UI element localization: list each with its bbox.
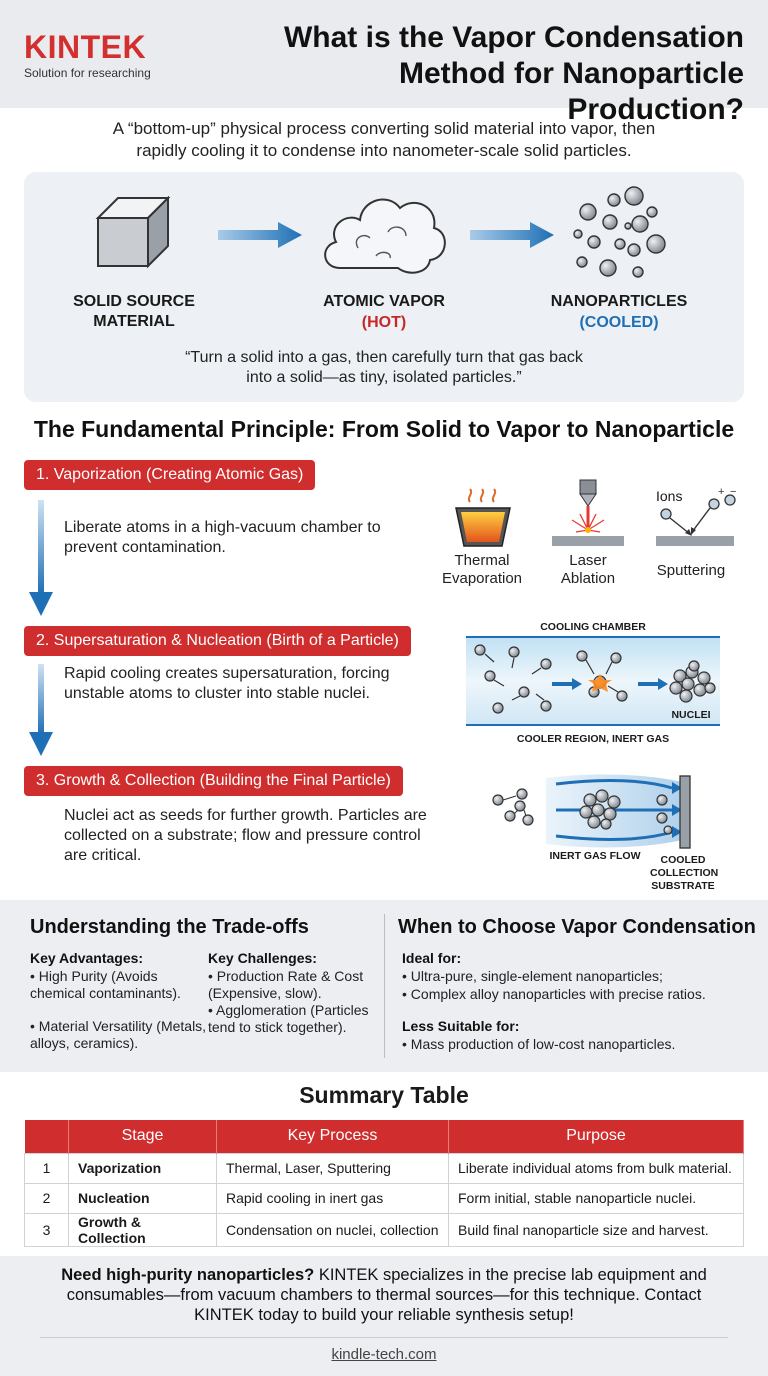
table-cell: Thermal, Laser, Sputtering — [217, 1153, 449, 1183]
summary-table — [24, 1120, 744, 1247]
nano-cooled-label: (COOLED) — [579, 314, 659, 331]
brand-name: KINTEK — [24, 29, 147, 65]
cooling-chamber-label: COOLING CHAMBER — [540, 621, 646, 633]
table-cell: 3 — [25, 1213, 69, 1246]
inert-gas-flow-label: INERT GAS FLOW — [549, 850, 641, 862]
column-header — [25, 1120, 69, 1153]
solid-cube-icon — [92, 194, 172, 272]
step-3-badge: 3. Growth & Collection (Building the Final Particle) — [24, 766, 403, 796]
intro-subtitle: A “bottom-up” physical process converting solid material into vapor, then rapidly cooling it to condense into nanometer-scale solid particles. — [112, 119, 656, 160]
divider — [40, 1337, 728, 1338]
table-cell: Form initial, stable nanoparticle nuclei. — [449, 1183, 744, 1213]
thermal-evaporation-label: Thermal Evaporation — [441, 552, 523, 587]
laser-ablation-label: Laser Ablation — [560, 552, 616, 587]
kintek-logo[interactable] — [24, 30, 151, 80]
table-row — [25, 1183, 744, 1213]
tradeoffs-title: Understanding the Trade-offs — [30, 916, 309, 938]
cta-body: KINTEK specializes in the precise lab equipment and consumables—from vacuum chambers to thermal sources—for this technique. Contact KINTEK today to build your reliable synthesis setup! — [66, 1266, 707, 1324]
step-1-text: Liberate atoms in a high-vacuum chamber to prevent contamination. — [64, 519, 381, 556]
cta-bold: Need high-purity nanoparticles? — [61, 1266, 315, 1284]
page-title: What is the Vapor Condensation Method for Nanoparticle Production? — [283, 21, 744, 126]
laser-ablation-icon — [550, 478, 626, 550]
atomic-vapor-label: ATOMIC VAPOR — [323, 293, 445, 310]
ideal-item: • Ultra-pure, single-element nanoparticles; — [402, 968, 663, 984]
table-row — [25, 1153, 744, 1183]
step-3-text: Nuclei act as seeds for further growth. Particles are collected on a substrate; flow and pressure control are critical. — [64, 807, 427, 864]
challenges-title: Key Challenges: — [208, 950, 317, 966]
arrow-right-icon — [470, 220, 556, 250]
sputtering-label: Sputtering — [656, 562, 726, 579]
table-cell: Liberate individual atoms from bulk material. — [449, 1153, 744, 1183]
summary-title: Summary Table — [299, 1082, 469, 1108]
collection-substrate-label: COOLED COLLECTION SUBSTRATE — [650, 854, 719, 892]
table-cell: 2 — [25, 1183, 69, 1213]
choose-title: When to Choose Vapor Condensation — [398, 916, 756, 938]
ideal-item: • Complex alloy nanoparticles with precise ratios. — [402, 986, 706, 1002]
arrow-right-icon — [218, 220, 304, 250]
sputtering-icon — [652, 488, 736, 550]
vapor-cloud-icon — [318, 188, 450, 280]
less-suitable-item: • Mass production of low-cost nanoparticles. — [402, 1036, 676, 1052]
challenge-item: • Production Rate & Cost (Expensive, slow). — [208, 968, 364, 1001]
challenge-item: • Agglomeration (Particles tend to stick together). — [208, 1002, 369, 1035]
table-header-row — [25, 1120, 744, 1153]
section-divider — [384, 914, 385, 1058]
table-row — [25, 1213, 744, 1246]
cooler-region-label: COOLER REGION, INERT GAS — [516, 733, 670, 745]
svg-text:+: + — [718, 488, 725, 498]
less-suitable-title: Less Suitable for: — [402, 1018, 520, 1034]
step-1-badge: 1. Vaporization (Creating Atomic Gas) — [24, 460, 315, 490]
ions-label: Ions — [656, 488, 683, 504]
svg-text:−: − — [730, 488, 736, 498]
step-2-text: Rapid cooling creates supersaturation, forcing unstable atoms to cluster into stable nuclei. — [64, 665, 390, 702]
vapor-hot-label: (HOT) — [361, 314, 407, 331]
down-arrow-icon — [28, 664, 54, 758]
thermal-evaporation-icon — [452, 488, 514, 548]
table-cell: Vaporization — [69, 1153, 217, 1183]
advantage-item: • High Purity (Avoids chemical contaminants). — [30, 968, 181, 1001]
growth-collection-diagram — [486, 770, 702, 852]
advantages-title: Key Advantages: — [30, 950, 144, 966]
cta-text — [0, 1265, 768, 1325]
advantage-item: • Material Versatility (Metals, alloys, ceramics). — [30, 1018, 207, 1051]
table-cell: Nucleation — [69, 1183, 217, 1213]
step-2-badge: 2. Supersaturation & Nucleation (Birth of a Particle) — [24, 626, 411, 656]
overview-panel — [24, 172, 744, 402]
principle-title: The Fundamental Principle: From Solid to Vapor to Nanoparticle — [33, 416, 735, 442]
website-link[interactable]: kindle-tech.com — [331, 1346, 437, 1363]
table-cell: Rapid cooling in inert gas — [217, 1183, 449, 1213]
table-cell: Condensation on nuclei, collection — [217, 1213, 449, 1246]
nuclei-label: NUCLEI — [671, 709, 711, 721]
nanoparticles-label: NANOPARTICLES — [550, 293, 688, 310]
brand-tagline: Solution for researching — [24, 66, 151, 80]
ideal-title: Ideal for: — [402, 950, 462, 966]
table-cell: 1 — [25, 1153, 69, 1183]
solid-source-label: SOLID SOURCE MATERIAL — [73, 293, 195, 330]
column-header: Purpose — [449, 1120, 744, 1153]
nanoparticles-icon — [568, 186, 668, 284]
column-header: Key Process — [217, 1120, 449, 1153]
down-arrow-icon — [28, 500, 54, 618]
table-cell: Growth & Collection — [69, 1213, 217, 1246]
table-cell: Build final nanoparticle size and harvest. — [449, 1213, 744, 1246]
overview-quote: “Turn a solid into a gas, then carefully turn that gas back into a solid—as tiny, isolated particles.” — [185, 349, 583, 386]
column-header: Stage — [69, 1120, 217, 1153]
